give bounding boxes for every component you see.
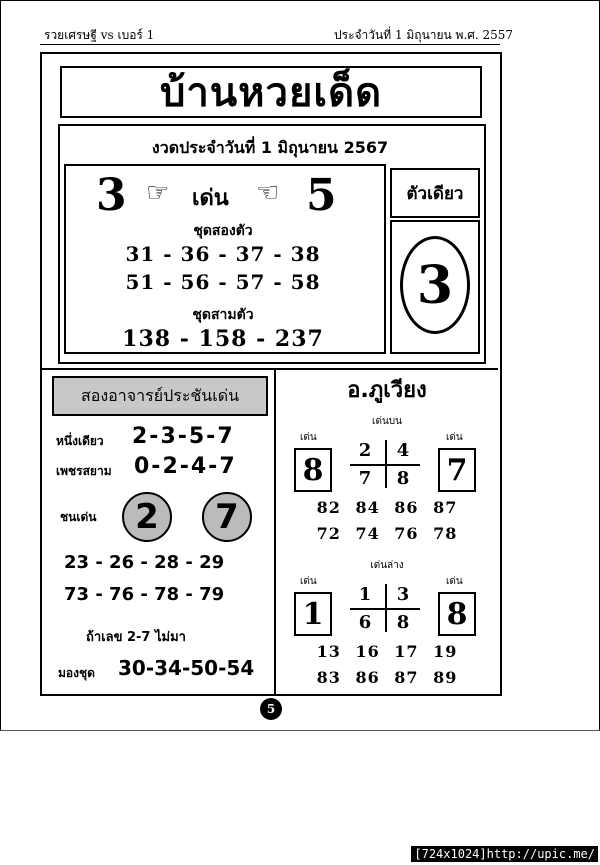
top-grid-1: 2 [358, 440, 372, 461]
page-number: 5 [260, 698, 282, 720]
clash-label: ชนเด่น [60, 510, 97, 524]
watch-label: มองชุด [58, 666, 95, 680]
top-pairs-row-1: 82 84 86 87 [316, 498, 458, 517]
top-right-label: เด่น [446, 432, 463, 443]
top-right-box: 7 [438, 448, 476, 492]
header-rule [40, 44, 500, 45]
top-left-box: 8 [294, 448, 332, 492]
bottom-grid-vline [385, 584, 387, 632]
two-digit-row-1: 31 - 36 - 37 - 38 [125, 242, 321, 266]
bottom-left-label: เด่น [300, 576, 317, 587]
top-grid-3: 7 [358, 468, 372, 489]
watermark: [724x1024]http://upic.me/ [411, 846, 598, 862]
main-pick-label: เด่น [192, 186, 229, 211]
bottom-grid-2: 3 [396, 584, 410, 605]
row1-label: หนึ่งเดียว [56, 434, 104, 448]
teacher-note: ถ้าเลข 2-7 ไม่มา [86, 630, 186, 645]
single-oval [400, 236, 470, 334]
top-grid-2: 4 [396, 440, 410, 461]
pairs-row-1: 23 - 26 - 28 - 29 [64, 552, 225, 573]
bottom-grid-4: 8 [396, 612, 410, 633]
hand-left-icon: ☜ [256, 178, 280, 208]
bottom-grid-1: 1 [358, 584, 372, 605]
header-left: รวยเศรษฐี vs เบอร์ 1 [44, 28, 155, 42]
bottom-left-box: 1 [294, 592, 332, 636]
bottom-grid-3: 6 [358, 612, 372, 633]
clash-circle-a: 2 [122, 492, 172, 542]
watch-value: 30-34-50-54 [118, 656, 255, 680]
row2-label: เพชรสยาม [56, 464, 112, 478]
three-digit-label: ชุดสามตัว [192, 307, 254, 323]
single-value: 3 [416, 254, 454, 316]
teacher-title-box [52, 376, 268, 416]
header-right: ประจำวันที่ 1 มิถุนายน พ.ศ. 2557 [334, 28, 514, 42]
row1-value: 2-3-5-7 [132, 424, 235, 449]
bottom-right-label: เด่น [446, 576, 463, 587]
bottom-label: เด่นล่าง [370, 560, 404, 571]
draw-date: งวดประจำวันที่ 1 มิถุนายน 2567 [151, 138, 389, 157]
top-pairs-row-2: 72 74 76 78 [316, 524, 458, 543]
bottom-right-box: 8 [438, 592, 476, 636]
pu-wiang-name: อ.ภูเวียง [347, 378, 427, 403]
clash-circle-b: 7 [202, 492, 252, 542]
row2-value: 0-2-4-7 [134, 454, 237, 479]
hand-right-icon: ☞ [146, 178, 170, 208]
page-title: บ้านหวยเด็ด [159, 70, 383, 116]
main-left-digit: 3 [96, 170, 127, 221]
two-digit-label: ชุดสองตัว [193, 223, 253, 239]
top-grid-4: 8 [396, 468, 410, 489]
title-box [60, 66, 482, 118]
top-left-label: เด่น [300, 432, 317, 443]
two-digit-row-2: 51 - 56 - 57 - 58 [125, 270, 321, 294]
main-right-digit: 5 [306, 170, 337, 221]
single-label-box [390, 168, 480, 218]
single-label: ตัวเดียว [406, 183, 464, 204]
scan-bottom-area [0, 730, 600, 865]
top-grid-vline [385, 440, 387, 488]
bottom-pairs-row-1: 13 16 17 19 [316, 642, 458, 661]
pairs-row-2: 73 - 76 - 78 - 79 [64, 584, 225, 605]
bottom-pairs-row-2: 83 86 87 89 [316, 668, 458, 687]
teacher-title: สองอาจารย์ประชันเด่น [80, 385, 240, 405]
top-label: เด่นบน [372, 416, 402, 427]
three-digit-row: 138 - 158 - 237 [122, 326, 324, 352]
